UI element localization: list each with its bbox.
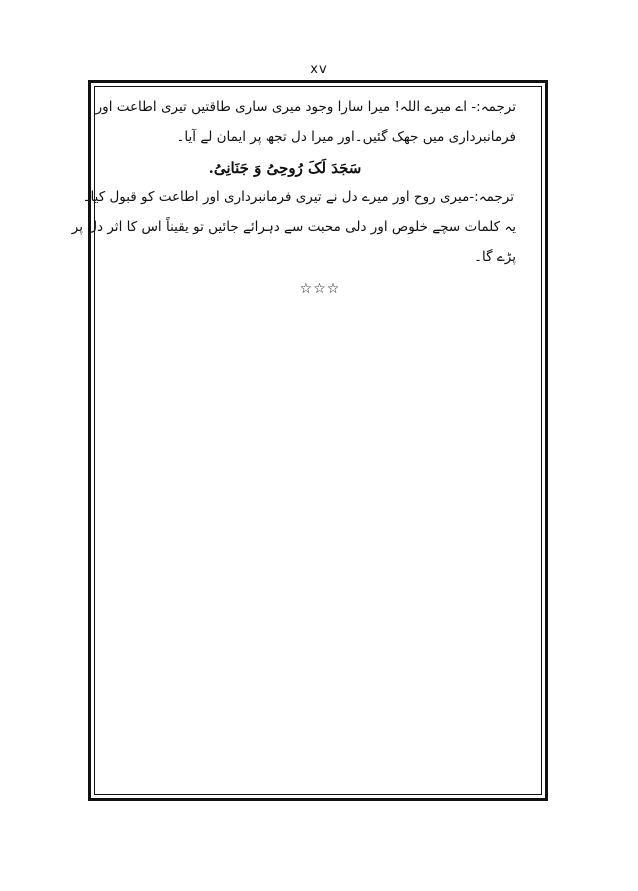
- paragraph-text: یہ کلمات سچے خلوص اور دلی محبت سے دہرائے جائیں تو یقیناً اس کا اثر دل پر: [71, 219, 516, 235]
- translation-line-2: [124, 128, 516, 158]
- paragraph-text: پڑے گا۔: [474, 249, 516, 265]
- arabic-verse: [124, 158, 516, 188]
- translation-line-3: [82, 188, 516, 218]
- section-separator-stars: ☆☆☆: [299, 281, 341, 297]
- page-number: xv: [310, 62, 328, 77]
- page-body: [71, 98, 516, 299]
- arabic-text: سَجَدَ لَکَ رُوحِیُ وَ جَنَانِیُ.: [208, 159, 362, 177]
- paragraph-line-2: [124, 248, 516, 278]
- paragraph-text: ترجمہ:-میری روح اور میرے دل نے تیری فرمانبرداری اور اطاعت کو قبول کیا۔: [82, 189, 514, 205]
- paragraph-text: ترجمہ:- اے میرے اللہ! میرا سارا وجود میری ساری طاقتیں تیری اطاعت اور: [95, 99, 516, 115]
- paragraph-line-1: [71, 218, 516, 248]
- translation-line-1: [95, 98, 516, 128]
- paragraph-text: فرمانبرداری میں جھک گئیں۔اور میرا دل تجھ پر ایمان لے آیا۔: [176, 129, 516, 145]
